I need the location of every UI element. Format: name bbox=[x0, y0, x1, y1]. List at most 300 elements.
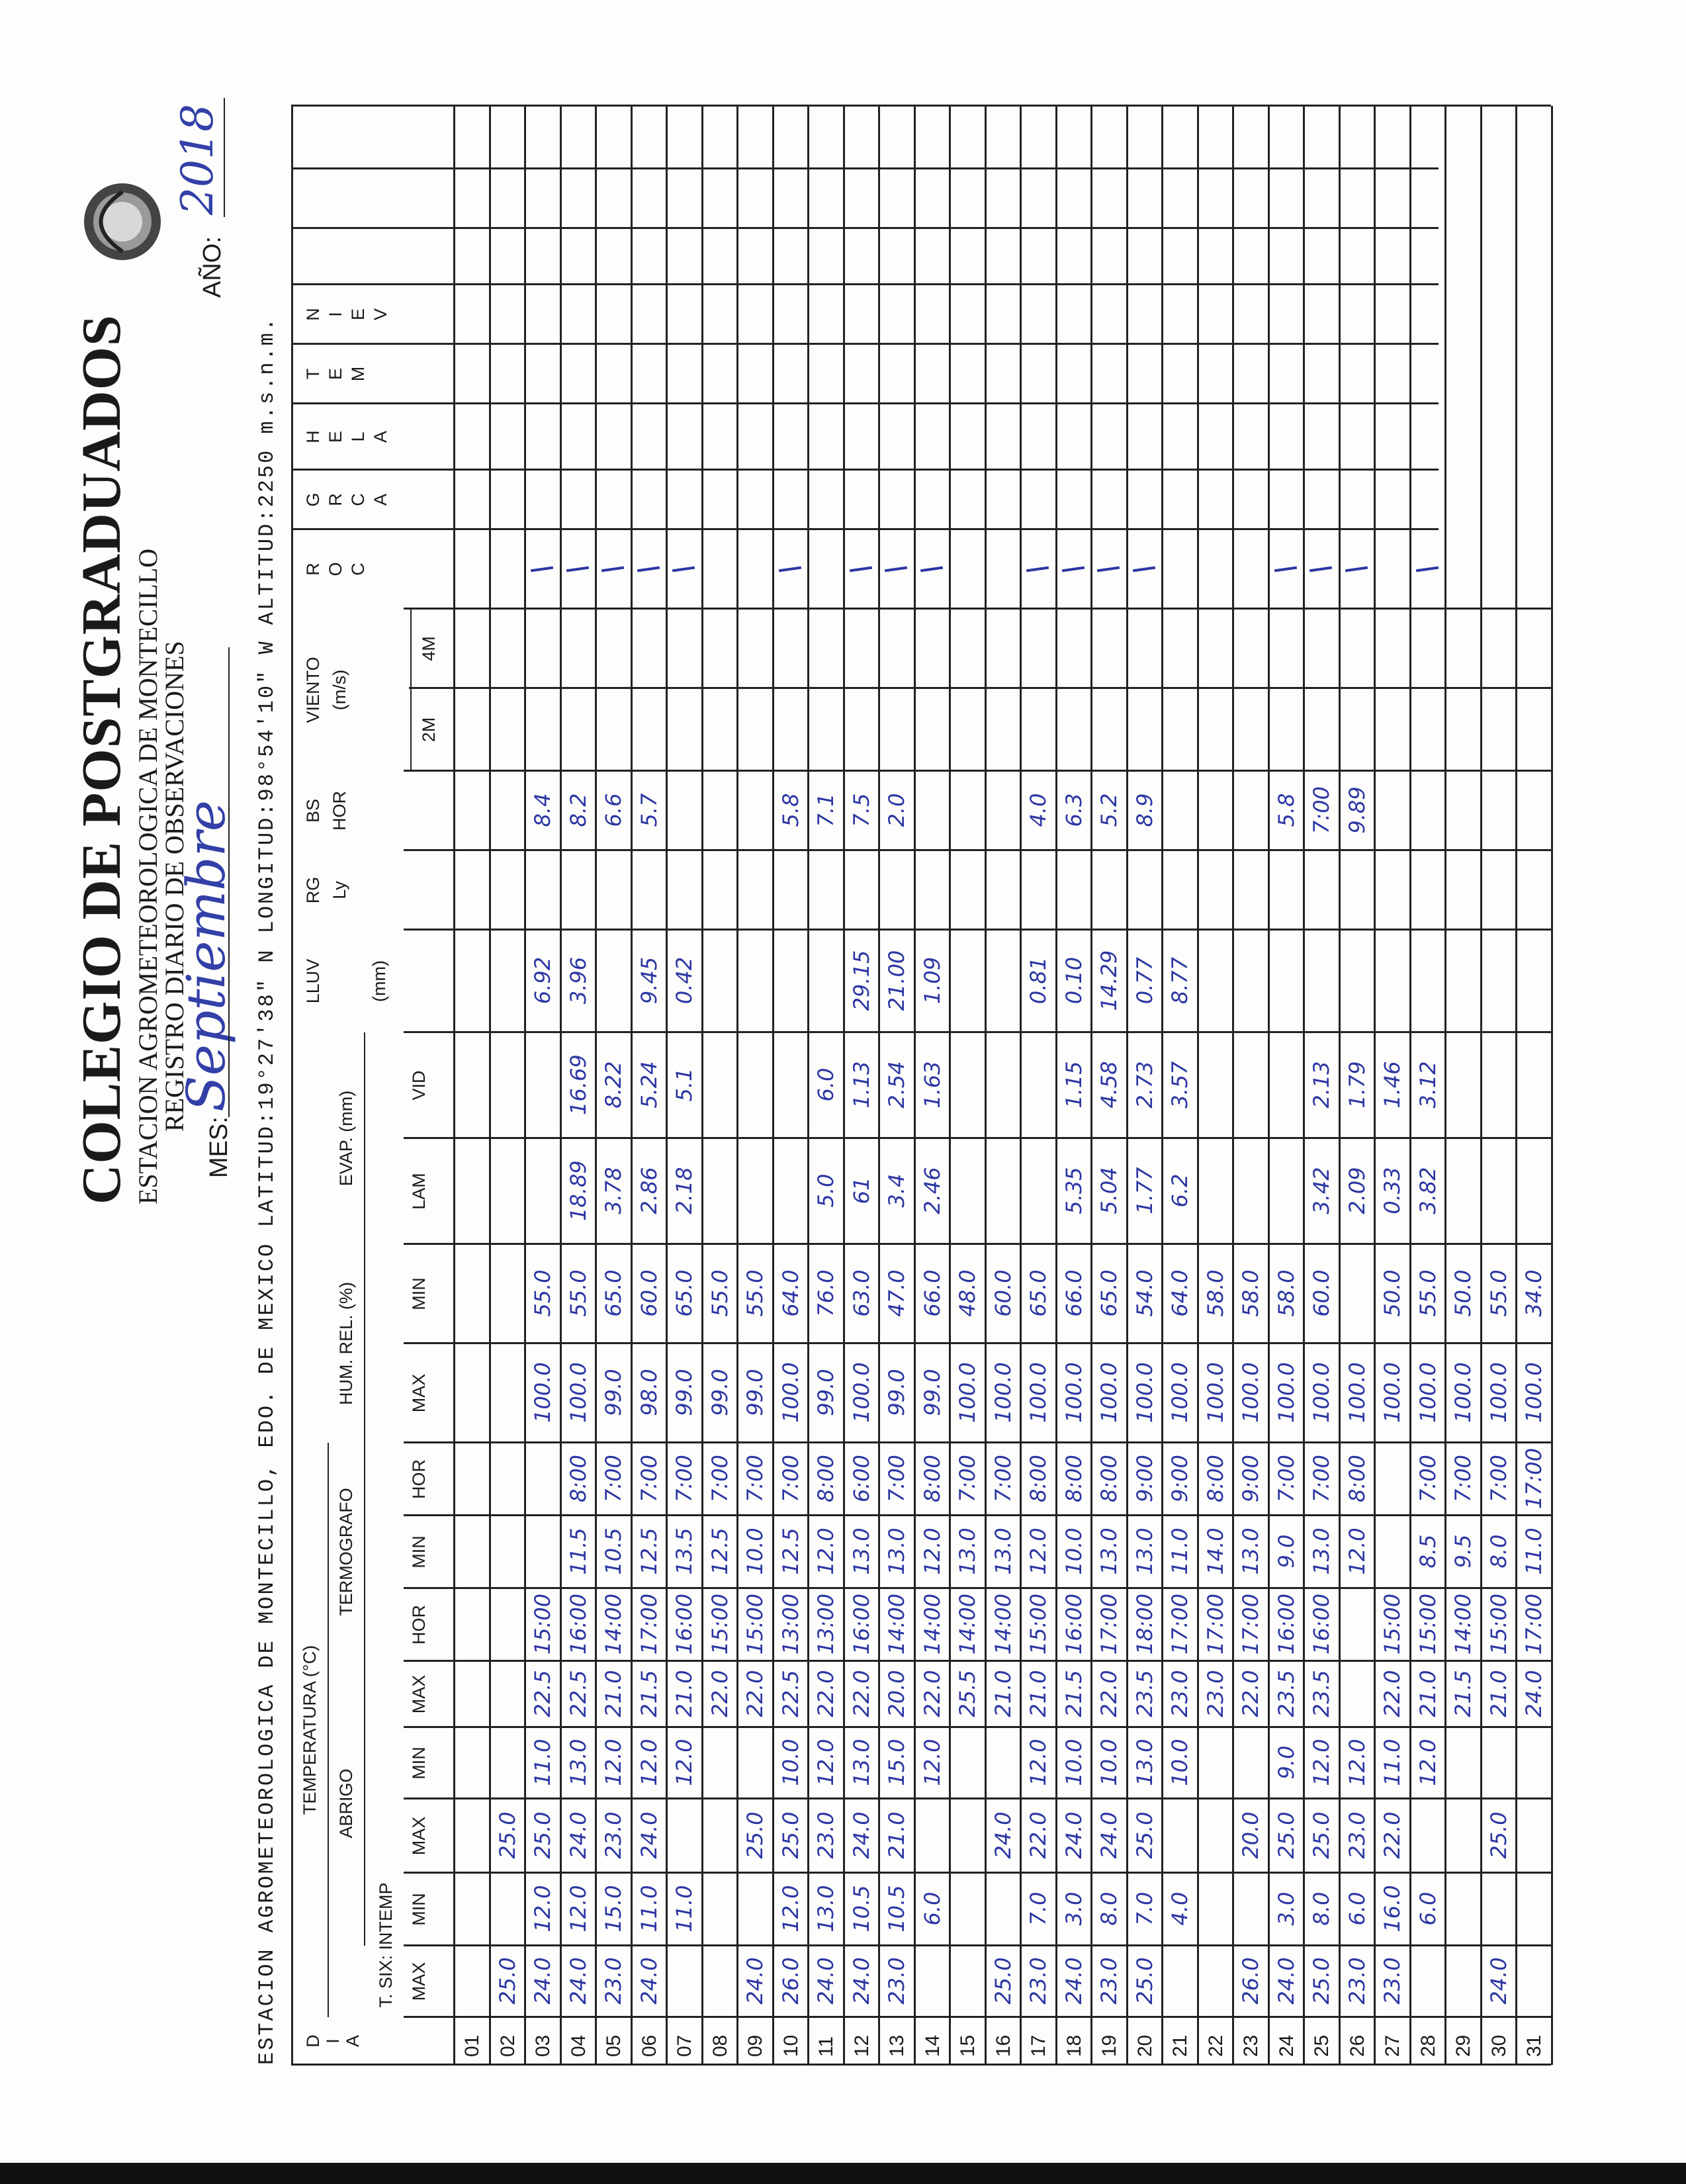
handwritten-value: 14.0 bbox=[1202, 1527, 1228, 1575]
handwritten-value: 1.63 bbox=[919, 1061, 945, 1109]
day-number: 05 bbox=[603, 2034, 625, 2057]
handwritten-value: 60.0 bbox=[636, 1269, 662, 1317]
hail-tick-mark bbox=[672, 567, 695, 572]
row-rule bbox=[1444, 106, 1446, 2065]
handwritten-value: 22.5 bbox=[530, 1670, 555, 1717]
handwritten-value: 3.42 bbox=[1309, 1167, 1334, 1214]
handwritten-value: 24.0 bbox=[636, 1957, 662, 2005]
handwritten-value: 8.77 bbox=[1167, 956, 1192, 1005]
handwritten-value: 12.0 bbox=[565, 1885, 591, 1933]
row-rule bbox=[985, 106, 987, 2065]
handwritten-value: 24.0 bbox=[813, 1957, 838, 2005]
tsix-header: T. SIX: INTEMP bbox=[376, 1882, 396, 2008]
row-rule bbox=[1126, 106, 1128, 2065]
handwritten-value: 12.0 bbox=[813, 1739, 838, 1786]
handwritten-value: 15:00 bbox=[530, 1593, 555, 1655]
handwritten-value: 16:00 bbox=[672, 1593, 697, 1655]
handwritten-value: 7.0 bbox=[1026, 1891, 1051, 1926]
handwritten-value: 23.0 bbox=[1167, 1670, 1192, 1717]
handwritten-value: 8:00 bbox=[565, 1455, 591, 1502]
handwritten-value: 16:00 bbox=[565, 1593, 591, 1655]
handwritten-value: 63.0 bbox=[848, 1269, 874, 1317]
handwritten-value: 7:00 bbox=[990, 1455, 1016, 1502]
handwritten-value: 16.69 bbox=[565, 1054, 591, 1115]
abrigo-header: ABRIGO bbox=[336, 1768, 356, 1839]
handwritten-value: 14.29 bbox=[1096, 950, 1122, 1011]
handwritten-value: 12.5 bbox=[636, 1527, 662, 1575]
handwritten-value: 25.5 bbox=[955, 1670, 980, 1717]
handwritten-value: 24.0 bbox=[1061, 1957, 1087, 2005]
hail-tick-mark bbox=[1097, 567, 1120, 572]
column-rule bbox=[404, 929, 1551, 931]
row-rule bbox=[914, 106, 916, 2065]
humidity-header: HUM. REL. (%) bbox=[336, 1282, 356, 1406]
handwritten-value: 22.0 bbox=[1380, 1670, 1405, 1717]
handwritten-value: 23.0 bbox=[1202, 1670, 1228, 1717]
column-rule bbox=[404, 1031, 1551, 1033]
handwritten-value: 76.0 bbox=[813, 1269, 838, 1317]
subcolumn-header: HOR bbox=[409, 1605, 429, 1645]
handwritten-value: 23.0 bbox=[1380, 1957, 1405, 2005]
handwritten-value: 13.0 bbox=[1131, 1739, 1157, 1786]
handwritten-value: 15:00 bbox=[1415, 1593, 1441, 1655]
day-number: 03 bbox=[532, 2034, 554, 2057]
handwritten-value: 17:00 bbox=[1202, 1593, 1228, 1655]
row-rule bbox=[1197, 106, 1199, 2065]
day-number: 29 bbox=[1452, 2034, 1474, 2057]
handwritten-value: 23.0 bbox=[813, 1811, 838, 1859]
handwritten-value: 21.5 bbox=[1450, 1670, 1476, 1717]
handwritten-value: 21.0 bbox=[1486, 1670, 1511, 1717]
day-header-letter: I bbox=[323, 2038, 343, 2044]
handwritten-value: 2.18 bbox=[672, 1167, 697, 1214]
subcolumn-header: MAX bbox=[409, 1962, 429, 2001]
handwritten-value: 25.0 bbox=[990, 1957, 1016, 2005]
handwritten-value: 21.0 bbox=[884, 1811, 909, 1859]
handwritten-value: 47.0 bbox=[884, 1269, 909, 1317]
handwritten-value: 9.0 bbox=[1273, 1745, 1299, 1780]
hail-tick-mark bbox=[1309, 567, 1332, 572]
hail-tick-mark bbox=[637, 567, 659, 572]
handwritten-value: 15:00 bbox=[742, 1593, 768, 1655]
handwritten-value: 7:00 bbox=[1415, 1455, 1441, 1502]
handwritten-value: 8:00 bbox=[1061, 1455, 1087, 1502]
handwritten-value: 7:00 bbox=[777, 1455, 803, 1502]
handwritten-value: 15:00 bbox=[1380, 1593, 1405, 1655]
handwritten-value: 13.0 bbox=[990, 1527, 1016, 1575]
handwritten-value: 3.82 bbox=[1415, 1167, 1441, 1214]
handwritten-value: 34.0 bbox=[1521, 1269, 1546, 1317]
handwritten-value: 24.0 bbox=[565, 1957, 591, 2005]
handwritten-value: 21.0 bbox=[672, 1670, 697, 1717]
handwritten-value: 8.2 bbox=[565, 793, 591, 827]
handwritten-value: 23.5 bbox=[1309, 1670, 1334, 1717]
handwritten-value: 50.0 bbox=[1450, 1269, 1476, 1317]
radiation-header: RG bbox=[303, 876, 323, 904]
subcolumn-header: MIN bbox=[409, 1893, 429, 1926]
handwritten-value: 1.13 bbox=[848, 1061, 874, 1109]
day-number: 08 bbox=[709, 2034, 731, 2057]
handwritten-value: 100.0 bbox=[1344, 1362, 1370, 1423]
radiation-unit: Ly bbox=[330, 881, 349, 899]
handwritten-value: 12.0 bbox=[601, 1739, 626, 1786]
handwritten-value: 65.0 bbox=[1026, 1269, 1051, 1317]
handwritten-value: 17:00 bbox=[1521, 1447, 1546, 1510]
handwritten-value: 13.5 bbox=[672, 1527, 697, 1575]
handwritten-value: 100.0 bbox=[1096, 1362, 1122, 1423]
handwritten-value: 61 bbox=[848, 1177, 874, 1205]
handwritten-value: 99.0 bbox=[707, 1369, 732, 1416]
humidity-rule bbox=[364, 1244, 365, 1443]
handwritten-value: 50.0 bbox=[1380, 1269, 1405, 1317]
handwritten-value: 100.0 bbox=[1131, 1362, 1157, 1423]
handwritten-value: 11.0 bbox=[1167, 1527, 1192, 1575]
handwritten-value: 5.04 bbox=[1096, 1167, 1122, 1214]
row-rule bbox=[1268, 106, 1270, 2065]
handwritten-value: 100.0 bbox=[1521, 1362, 1546, 1423]
column-rule bbox=[404, 1342, 1551, 1344]
hail-tick-mark bbox=[920, 567, 942, 572]
handwritten-value: 55.0 bbox=[530, 1269, 555, 1317]
handwritten-value: 16:00 bbox=[1273, 1593, 1299, 1655]
handwritten-value: 10.0 bbox=[1096, 1739, 1122, 1786]
handwritten-value: 3.57 bbox=[1167, 1061, 1192, 1109]
handwritten-value: 98.0 bbox=[636, 1369, 662, 1416]
handwritten-value: 4.0 bbox=[1167, 1891, 1192, 1926]
phenomenon-header-letter: A bbox=[371, 494, 390, 506]
temperature-group-rule bbox=[328, 1443, 329, 2017]
handwritten-value: 8.0 bbox=[1096, 1891, 1122, 1926]
day-number: 30 bbox=[1487, 2034, 1510, 2057]
handwritten-value: 23.0 bbox=[1096, 1957, 1122, 2005]
handwritten-value: 1.46 bbox=[1380, 1061, 1405, 1109]
handwritten-value: 8:00 bbox=[813, 1455, 838, 1502]
handwritten-value: 65.0 bbox=[1096, 1269, 1122, 1317]
handwritten-value: 12.0 bbox=[919, 1527, 945, 1575]
handwritten-value: 3.12 bbox=[1415, 1061, 1441, 1109]
hail-tick-mark bbox=[601, 567, 624, 572]
handwritten-value: 6.2 bbox=[1167, 1173, 1192, 1208]
handwritten-value: 24.0 bbox=[1061, 1811, 1087, 1859]
handwritten-value: 54.0 bbox=[1131, 1269, 1157, 1317]
handwritten-value: 3.4 bbox=[884, 1173, 909, 1208]
handwritten-value: 11.0 bbox=[530, 1739, 555, 1786]
day-number: 16 bbox=[992, 2034, 1014, 2057]
row-rule bbox=[666, 106, 668, 2065]
handwritten-value: 7:00 bbox=[884, 1455, 909, 1502]
day-number: 28 bbox=[1417, 2034, 1439, 2057]
column-rule bbox=[291, 528, 1439, 530]
handwritten-value: 25.0 bbox=[1131, 1811, 1157, 1859]
row-rule bbox=[595, 106, 597, 2065]
subcolumn-header: MIN bbox=[409, 1747, 429, 1780]
month-underline bbox=[228, 647, 230, 1117]
column-rule bbox=[404, 608, 1551, 610]
register-subtitle: REGISTRO DIARIO DE OBSERVACIONES bbox=[159, 641, 189, 1132]
column-rule bbox=[404, 1243, 1551, 1245]
evaporation-header: EVAP. (mm) bbox=[336, 1090, 356, 1187]
handwritten-value: 64.0 bbox=[1167, 1269, 1192, 1317]
handwritten-value: 23.5 bbox=[1131, 1670, 1157, 1717]
handwritten-value: 8:00 bbox=[919, 1455, 945, 1502]
handwritten-value: 2.0 bbox=[884, 793, 909, 827]
handwritten-value: 11.0 bbox=[1380, 1739, 1405, 1786]
handwritten-value: 23.0 bbox=[1344, 1811, 1370, 1859]
wind-header: VIENTO bbox=[303, 657, 323, 723]
handwritten-value: 60.0 bbox=[1309, 1269, 1334, 1317]
handwritten-value: 11.0 bbox=[1521, 1527, 1546, 1575]
handwritten-value: 20.0 bbox=[1238, 1811, 1263, 1859]
handwritten-value: 99.0 bbox=[813, 1369, 838, 1416]
day-number: 14 bbox=[921, 2034, 944, 2057]
handwritten-value: 9.5 bbox=[1450, 1534, 1476, 1569]
day-number: 18 bbox=[1063, 2034, 1085, 2057]
handwritten-value: 21.00 bbox=[884, 950, 909, 1011]
handwritten-value: 0.42 bbox=[672, 956, 697, 1005]
handwritten-value: 100.0 bbox=[1026, 1362, 1051, 1423]
handwritten-value: 13.0 bbox=[1131, 1527, 1157, 1575]
day-number: 31 bbox=[1523, 2034, 1545, 2057]
day-number: 13 bbox=[886, 2034, 908, 2057]
hail-tick-mark bbox=[778, 567, 801, 572]
handwritten-value: 24.0 bbox=[848, 1957, 874, 2005]
handwritten-value: 22.0 bbox=[919, 1670, 945, 1717]
handwritten-value: 23.0 bbox=[1344, 1957, 1370, 2005]
phenomenon-header-letter: I bbox=[326, 312, 345, 317]
subcolumn-header: MAX bbox=[409, 1373, 429, 1413]
temperature-header: TEMPERATURA (°C) bbox=[300, 1645, 320, 1815]
handwritten-value: 10.0 bbox=[1167, 1739, 1192, 1786]
handwritten-value: 17:00 bbox=[1521, 1593, 1546, 1655]
column-rule bbox=[291, 343, 1439, 345]
handwritten-value: 10.5 bbox=[848, 1885, 874, 1933]
subcolumn-header: VID bbox=[409, 1070, 429, 1101]
subcolumn-header: MAX bbox=[409, 1674, 429, 1714]
hail-tick-mark bbox=[849, 567, 871, 572]
column-rule bbox=[291, 227, 1439, 229]
handwritten-value: 12.0 bbox=[1344, 1739, 1370, 1786]
handwritten-value: 12.0 bbox=[672, 1739, 697, 1786]
handwritten-value: 100.0 bbox=[955, 1362, 980, 1423]
sunshine-unit: HOR bbox=[330, 791, 349, 831]
handwritten-value: 1.09 bbox=[919, 956, 945, 1005]
handwritten-value: 25.0 bbox=[777, 1811, 803, 1859]
handwritten-value: 7.0 bbox=[1131, 1891, 1157, 1926]
handwritten-value: 4.58 bbox=[1096, 1061, 1122, 1109]
handwritten-value: 15:00 bbox=[707, 1593, 732, 1655]
day-number: 07 bbox=[674, 2034, 695, 2057]
day-number: 27 bbox=[1382, 2034, 1403, 2057]
handwritten-value: 100.0 bbox=[565, 1362, 591, 1423]
handwritten-value: 58.0 bbox=[1202, 1269, 1228, 1317]
column-rule bbox=[404, 1137, 1551, 1139]
column-rule bbox=[404, 687, 1551, 689]
handwritten-value: 6:00 bbox=[848, 1455, 874, 1502]
scan-edge bbox=[0, 2163, 1686, 2184]
row-rule bbox=[1409, 106, 1411, 2065]
handwritten-value: 99.0 bbox=[742, 1369, 768, 1416]
handwritten-value: 9.89 bbox=[1344, 786, 1370, 834]
handwritten-value: 22.0 bbox=[848, 1670, 874, 1717]
handwritten-value: 3.78 bbox=[601, 1167, 626, 1214]
phenomenon-header-letter: A bbox=[371, 431, 390, 443]
phenomenon-header-letter: E bbox=[326, 368, 345, 381]
row-rule bbox=[949, 106, 951, 2065]
day-number: 04 bbox=[567, 2034, 590, 2057]
subcolumn-header: LAM bbox=[409, 1173, 429, 1210]
handwritten-value: 7.5 bbox=[848, 793, 874, 827]
handwritten-value: 25.0 bbox=[742, 1811, 768, 1859]
handwritten-value: 64.0 bbox=[777, 1269, 803, 1317]
column-rule bbox=[404, 1587, 1551, 1589]
row-rule bbox=[878, 106, 880, 2065]
handwritten-value: 7:00 bbox=[601, 1455, 626, 1502]
handwritten-value: 26.0 bbox=[777, 1957, 803, 2005]
row-rule bbox=[1339, 106, 1341, 2065]
handwritten-value: 23.0 bbox=[884, 1957, 909, 2005]
handwritten-value: 12.0 bbox=[530, 1885, 555, 1933]
handwritten-value: 55.0 bbox=[1415, 1269, 1441, 1317]
handwritten-value: 8.5 bbox=[1415, 1534, 1441, 1569]
wind-4m-header: 4M bbox=[419, 636, 439, 661]
handwritten-value: 16.0 bbox=[1380, 1885, 1405, 1933]
handwritten-value: 5.1 bbox=[672, 1068, 697, 1102]
handwritten-value: 5.8 bbox=[1273, 793, 1299, 827]
handwritten-value: 12.5 bbox=[707, 1527, 732, 1575]
handwritten-value: 25.0 bbox=[1309, 1811, 1334, 1859]
handwritten-value: 14:00 bbox=[884, 1593, 909, 1655]
phenomenon-header-letter: T bbox=[303, 368, 323, 380]
column-rule bbox=[404, 1872, 1551, 1874]
handwritten-value: 9:00 bbox=[1131, 1455, 1157, 1502]
handwritten-value: 1.15 bbox=[1061, 1061, 1087, 1109]
handwritten-value: 55.0 bbox=[1486, 1269, 1511, 1317]
row-rule bbox=[772, 106, 774, 2065]
handwritten-value: 12.0 bbox=[1344, 1527, 1370, 1575]
handwritten-value: 14:00 bbox=[990, 1593, 1016, 1655]
handwritten-value: 20.0 bbox=[884, 1670, 909, 1717]
handwritten-value: 100.0 bbox=[1167, 1362, 1192, 1423]
day-number: 17 bbox=[1028, 2034, 1049, 2057]
handwritten-value: 10.0 bbox=[742, 1527, 768, 1575]
handwritten-value: 22.5 bbox=[777, 1670, 803, 1717]
handwritten-value: 26.0 bbox=[1238, 1957, 1263, 2005]
handwritten-value: 55.0 bbox=[565, 1269, 591, 1317]
handwritten-value: 13.0 bbox=[884, 1527, 909, 1575]
handwritten-value: 12.0 bbox=[919, 1739, 945, 1786]
sunshine-header: BS bbox=[303, 798, 323, 823]
phenomenon-header-letter: O bbox=[326, 562, 345, 576]
handwritten-value: 12.0 bbox=[636, 1739, 662, 1786]
handwritten-value: 22.0 bbox=[1096, 1670, 1122, 1717]
handwritten-value: 24.0 bbox=[1486, 1957, 1511, 2005]
handwritten-value: 18.89 bbox=[565, 1160, 591, 1221]
handwritten-value: 25.0 bbox=[1131, 1957, 1157, 2005]
handwritten-value: 8.9 bbox=[1131, 793, 1157, 827]
handwritten-value: 13.0 bbox=[955, 1527, 980, 1575]
handwritten-value: 23.0 bbox=[601, 1957, 626, 2005]
handwritten-value: 22.5 bbox=[565, 1670, 591, 1717]
handwritten-value: 2.13 bbox=[1309, 1061, 1334, 1109]
year-underline bbox=[224, 98, 225, 217]
handwritten-value: 23.5 bbox=[1273, 1670, 1299, 1717]
handwritten-value: 7:00 bbox=[707, 1455, 732, 1502]
handwritten-value: 12.0 bbox=[1309, 1739, 1334, 1786]
handwritten-value: 13.0 bbox=[565, 1739, 591, 1786]
hail-tick-mark bbox=[1061, 567, 1084, 572]
handwritten-value: 23.0 bbox=[601, 1811, 626, 1859]
handwritten-value: 100.0 bbox=[1415, 1362, 1441, 1423]
row-rule bbox=[1090, 106, 1092, 2065]
handwritten-value: 22.0 bbox=[707, 1670, 732, 1717]
institution-logo-icon bbox=[79, 179, 165, 265]
day-number: 20 bbox=[1133, 2034, 1156, 2057]
day-number: 26 bbox=[1346, 2034, 1368, 2057]
handwritten-value: 12.0 bbox=[813, 1527, 838, 1575]
row-rule bbox=[807, 106, 809, 2065]
handwritten-value: 10.0 bbox=[1061, 1739, 1087, 1786]
column-rule bbox=[291, 402, 1439, 404]
day-number: 12 bbox=[850, 2034, 873, 2057]
handwritten-value: 21.0 bbox=[1415, 1670, 1441, 1717]
handwritten-value: 0.77 bbox=[1131, 956, 1157, 1005]
row-rule bbox=[453, 106, 455, 2065]
handwritten-value: 13.0 bbox=[1096, 1527, 1122, 1575]
row-rule bbox=[843, 106, 845, 2065]
day-number: 23 bbox=[1240, 2034, 1262, 2057]
handwritten-value: 16:00 bbox=[848, 1593, 874, 1655]
handwritten-value: 6.0 bbox=[1344, 1891, 1370, 1926]
handwritten-value: 66.0 bbox=[1061, 1269, 1087, 1317]
handwritten-value: 22.0 bbox=[1238, 1670, 1263, 1717]
row-rule bbox=[489, 106, 491, 2065]
day-number: 24 bbox=[1275, 2034, 1298, 2057]
handwritten-value: 10.0 bbox=[777, 1739, 803, 1786]
handwritten-value: 17:00 bbox=[1238, 1593, 1263, 1655]
day-number: 11 bbox=[815, 2036, 837, 2057]
wind-rule bbox=[410, 609, 412, 771]
handwritten-value: 8.0 bbox=[1309, 1891, 1334, 1926]
handwritten-value: 12.0 bbox=[1026, 1527, 1051, 1575]
row-rule bbox=[1515, 106, 1517, 2065]
column-rule bbox=[291, 105, 1551, 107]
handwritten-value: 14:00 bbox=[1450, 1593, 1476, 1655]
wind-2m-header: 2M bbox=[419, 717, 439, 743]
handwritten-value: 10.5 bbox=[884, 1885, 909, 1933]
handwritten-value: 7:00 bbox=[1450, 1455, 1476, 1502]
row-rule bbox=[701, 106, 703, 2065]
hail-tick-mark bbox=[1132, 567, 1155, 572]
subcolumn-header: MIN bbox=[409, 1277, 429, 1310]
handwritten-value: 25.0 bbox=[530, 1811, 555, 1859]
handwritten-value: 13.0 bbox=[848, 1739, 874, 1786]
handwritten-value: 25.0 bbox=[494, 1811, 520, 1859]
rain-unit: (mm) bbox=[369, 960, 389, 1002]
handwritten-value: 7:00 bbox=[636, 1455, 662, 1502]
row-rule bbox=[1020, 106, 1022, 2065]
row-rule bbox=[1551, 106, 1553, 2065]
handwritten-value: 12.5 bbox=[777, 1527, 803, 1575]
handwritten-value: 9.45 bbox=[636, 956, 662, 1005]
handwritten-value: 13:00 bbox=[813, 1593, 838, 1655]
handwritten-value: 13.0 bbox=[1238, 1527, 1263, 1575]
year-label: AÑO: bbox=[199, 236, 226, 298]
handwritten-value: 24.0 bbox=[1273, 1957, 1299, 2005]
column-rule bbox=[404, 849, 1551, 851]
handwritten-value: 100.0 bbox=[530, 1362, 555, 1423]
handwritten-value: 0.10 bbox=[1061, 956, 1087, 1005]
column-rule bbox=[291, 283, 1439, 285]
